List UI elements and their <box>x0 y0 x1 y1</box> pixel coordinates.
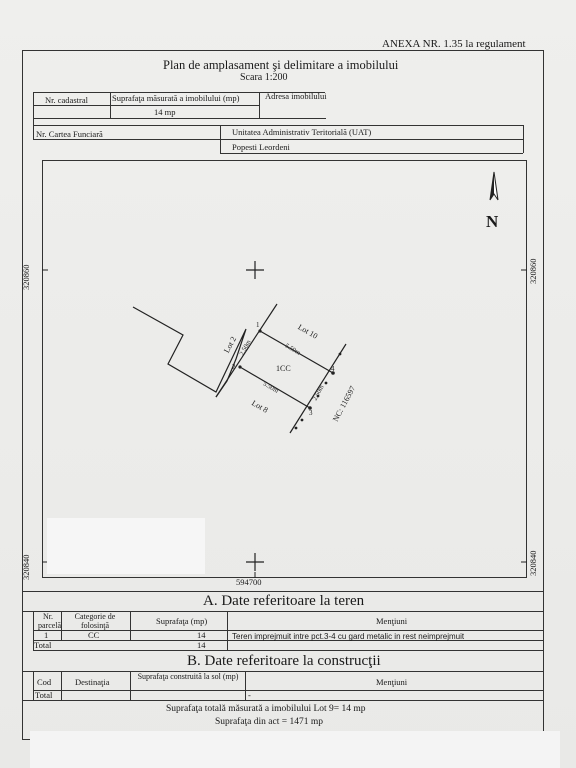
carte-funciara-label: Nr. Cartea Funciară <box>36 129 103 139</box>
point-3-label: 3 <box>309 409 313 417</box>
row-mentiuni: Teren imprejmuit intre pct.3-4 cu gard metalic in rest neimprejmuit <box>232 632 465 641</box>
section-a-title: A. Date referitoare la teren <box>203 593 365 609</box>
adresa-label: Adresa imobilului <box>265 91 327 101</box>
total-label-a: Total <box>34 640 52 650</box>
redacted-footer <box>30 731 560 768</box>
row-categorie: CC <box>88 630 100 640</box>
col-mentiuni: Menţiuni <box>376 616 408 626</box>
coord-y-bottom-right: 320840 <box>528 550 538 576</box>
north-label: N <box>486 212 499 231</box>
annex-label: ANEXA NR. 1.35 la regulament <box>382 38 526 50</box>
dim-right-label: 2.50m <box>311 383 326 402</box>
suprafata-value: 14 mp <box>154 107 176 117</box>
lot10-label: Lot 10 <box>296 322 320 341</box>
suprafata-label: Suprafaţa măsurată a imobilului (mp) <box>112 93 240 103</box>
col-cod: Cod <box>37 677 52 687</box>
scale-label: Scara 1:200 <box>240 72 288 83</box>
total-label-b: Total <box>35 690 53 700</box>
north-arrow-icon <box>490 172 498 200</box>
col-mentiuni-b: Menţiuni <box>376 677 408 687</box>
row-nr: 1 <box>44 630 49 640</box>
coord-y-top-left: 320860 <box>21 264 31 290</box>
dim-left-label: 2.50m <box>238 338 253 357</box>
point-1-label: 1 <box>256 321 260 329</box>
point-2-label: 2 <box>232 363 236 371</box>
total-dash-b: - <box>248 690 251 700</box>
uat-value: Popesti Leordeni <box>232 142 290 152</box>
grid-cross-top <box>246 261 264 279</box>
footer-act-surface: Suprafaţa din act = 1471 mp <box>215 717 323 727</box>
nr-cadastral-label: Nr. cadastral <box>45 95 88 105</box>
total-value-a: 14 <box>197 640 206 650</box>
dim-top-label: 5.50m <box>283 342 302 357</box>
footer-total-surface: Suprafaţa totală măsurată a imobilului Lot 9= 14 mp <box>166 704 366 714</box>
redacted-block <box>47 518 205 574</box>
col-suprafata: Suprafaţa (mp) <box>156 616 208 626</box>
col-categorie: Categorie de folosinţă <box>74 612 116 630</box>
nc-label: NC: 116597 <box>330 384 358 424</box>
col-suprafata-construita: Suprafaţa construită la sol (mp) <box>137 672 239 681</box>
coord-y-top-right: 320860 <box>528 258 538 284</box>
dim-bottom-label: 5.50m <box>261 380 280 395</box>
coord-x-label: 594700 <box>236 577 262 587</box>
section-b-title: B. Date referitoare la construcţii <box>187 653 381 669</box>
icc-label: 1CC <box>276 364 291 373</box>
lot8-label: Lot 8 <box>250 398 270 415</box>
point-4-label: 4 <box>331 365 335 373</box>
col-destinatia: Destinaţia <box>75 677 110 687</box>
col-nr-parcela: Nr. parcelă <box>38 612 62 630</box>
coord-y-bottom-left: 320840 <box>21 554 31 580</box>
row-suprafata: 14 <box>197 630 206 640</box>
lot2-label: Lot 2 <box>222 335 239 355</box>
page-title: Plan de amplasament şi delimitare a imobilului <box>163 58 399 72</box>
uat-label: Unitatea Administrativ Teritorială (UAT) <box>232 127 372 137</box>
grid-cross-bottom <box>246 553 264 571</box>
